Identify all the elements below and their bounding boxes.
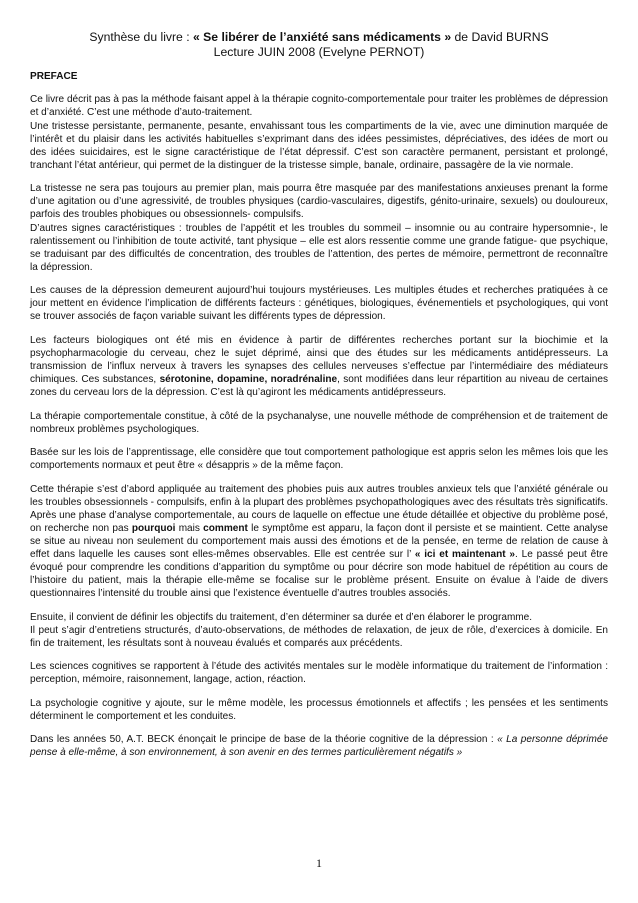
- paragraph-7a: Cette thérapie s’est d’abord appliquée au traitement des phobies puis aux autres troubles anxieux tels que l’anxiété générale ou les troubles obsessionnels - compulsifs, enfin à la plupart des problèmes psychopathologiques avec des résultats très significatifs.: [30, 483, 609, 508]
- header-prefix: Synthèse du livre :: [89, 30, 193, 44]
- bold-pourquoi: pourquoi: [131, 522, 176, 534]
- paragraph-7b-part-3: le symptôme est apparu, la façon dont il persiste et se maintient. Cette analyse se situe au niveau non seulement du comportement mais aussi des émotions et de la pensée, en terme de relation de cause à effet dans laquelle les causes sont elles-mêmes observables. Elle est centrée sur l’: [30, 522, 608, 560]
- bold-comment: comment: [203, 522, 248, 534]
- page-number: 1: [316, 856, 322, 870]
- document-body: [30, 70, 608, 770]
- paragraph-4-end: , sont modifiées dans leur répartition au niveau de certaines zones du cerveau lors de la dépression. C’est là qu’agiront les médicaments antidépresseurs.: [30, 374, 608, 399]
- paragraph-2b: D’autres signes caractéristiques : troubles de l’appétit et les troubles du sommeil – insomnie ou au contraire hypersomnie-, le ralentissement ou l’inhibition de toute activité, tant physique – elle est alors ressentie comme une grande fatigue- que psychique, se traduisant par des difficultés de concentration, des troubles de l’attention, des pertes de mémoire, permettront de reconnaître la dépression.: [30, 222, 608, 273]
- paragraph-8b: Il peut s’agir d’entretiens structurés, d’auto-observations, de méthodes de relaxation, de jeux de rôle, d’exercices à domicile. En fin de traitement, les résultats sont à nouveau évalués et comparés aux précédents.: [30, 624, 608, 649]
- paragraph-7b-part-2: mais: [175, 522, 204, 534]
- paragraph-11-start: Dans les années 50, A.T. BECK énonçait le principe de base de la théorie cognitive de la dépression :: [30, 734, 498, 746]
- document-header: [30, 30, 608, 60]
- neurotransmitters: sérotonine, dopamine, noradrénaline: [159, 374, 338, 386]
- paragraph-7b: [30, 509, 608, 601]
- paragraph-8a: Ensuite, il convient de définir les objectifs du traitement, d’en déterminer sa durée et d’en élaborer le programme.: [30, 611, 533, 623]
- paragraph-6: Basée sur les lois de l’apprentissage, elle considère que tout comportement pathologique est appris selon les mêmes lois que les comportements normaux et peut être « désappris » de la même façon.: [30, 447, 608, 472]
- beck-quote: « La personne déprimée pense à elle-même, à son environnement, à son avenir en des termes particulièrement négatifs »: [30, 734, 608, 759]
- section-heading: PREFACE: [30, 71, 78, 82]
- paragraph-5: La thérapie comportementale constitue, à côté de la psychanalyse, une nouvelle méthode de compréhension et de traitement de nombreux problèmes psychologiques.: [30, 410, 608, 435]
- header-line-2: Lecture JUIN 2008 (Evelyne PERNOT): [213, 45, 425, 59]
- bold-ici-et-maintenant: « ici et maintenant »: [414, 548, 516, 560]
- paragraph-7b-part-4: . Le passé peut être évoqué pour comprendre les conditions d’apparition du symptôme ou pour décrire son mode habituel de répétition au cours de l’histoire du patient, mais la thérapie elle-même se focalise sur le problème présent. Ensuite on évalue à l’aide de divers questionnaires l’intensité du trouble ainsi que l’existence éventuelle d’autres troubles associés.: [30, 548, 608, 600]
- paragraph-7b-part-1: Après une phase d’analyse comportementale, au cours de laquelle on effectue une étude détaillée et objective du problème posé, on recherche non pas: [30, 509, 608, 534]
- paragraph-10: La psychologie cognitive y ajoute, sur le même modèle, les processus émotionnels et affectifs ; les pensées et les sentiments déterminent le comportement et les conduites.: [30, 697, 608, 722]
- paragraph-1a: Ce livre décrit pas à pas la méthode faisant appel à la thérapie cognito-comportementale pour traiter les problèmes de dépression et d’anxiété. C’est une méthode d’auto-traitement.: [30, 94, 608, 119]
- paragraph-3: Les causes de la dépression demeurent aujourd’hui toujours mystérieuses. Les multiples études et recherches pratiquées à ce jour mettent en évidence l’implication de différents facteurs : génétiques, biologiques, événementiels et psychologiques, qui vont se trouver associés de façon variable suivant les différents types de dépression.: [30, 285, 608, 323]
- paragraph-4: [30, 334, 608, 399]
- paragraph-9: Les sciences cognitives se rapportent à l’étude des activités mentales sur le modèle informatique du traitement de l’information : perception, mémoire, raisonnement, langage, action, réaction.: [30, 661, 608, 686]
- paragraph-1b: Une tristesse persistante, permanente, pesante, envahissant tous les compartiments de la vie, avec une diminution marquée de l’intérêt et du plaisir dans les activités habituelles s’exprimant dans des idées pessimistes, dépréciatives, des idées de mort ou des idées suicidaires, est le signe caractéristique de l’état dépressif. C’est son caractère permanent, persistant et prolongé, tranchant l’état antérieur, qui permet de la distinguer de la tristesse simple, banale, ordinaire, passagère de la vie normale.: [30, 120, 608, 171]
- paragraph-11: [30, 733, 608, 759]
- header-line-1: [30, 30, 608, 45]
- header-suffix: de David BURNS: [451, 30, 549, 44]
- paragraph-4-start: Les facteurs biologiques ont été mis en évidence à partir de différentes recherches portant sur la biochimie et la psychopharmacologie du cerveau, chez le sujet déprimé, ainsi que des études sur les médicaments antidépresseurs. La transmission de l’influx nerveux à travers les synapses des cellules nerveuses s’effectue par l’intermédiaire des médiateurs chimiques. Ces substances,: [30, 334, 608, 386]
- book-title: « Se libérer de l’anxiété sans médicaments »: [193, 30, 452, 44]
- paragraph-2a: La tristesse ne sera pas toujours au premier plan, mais pourra être masquée par des manifestations anxieuses prenant la forme d’une agitation ou d’une agressivité, de troubles physiques (cardio-vasculaires, digestifs, génito-urinaire, sexuels) ou douloureux, parfois des troubles phobiques ou obsessionnels- compulsifs.: [30, 183, 608, 221]
